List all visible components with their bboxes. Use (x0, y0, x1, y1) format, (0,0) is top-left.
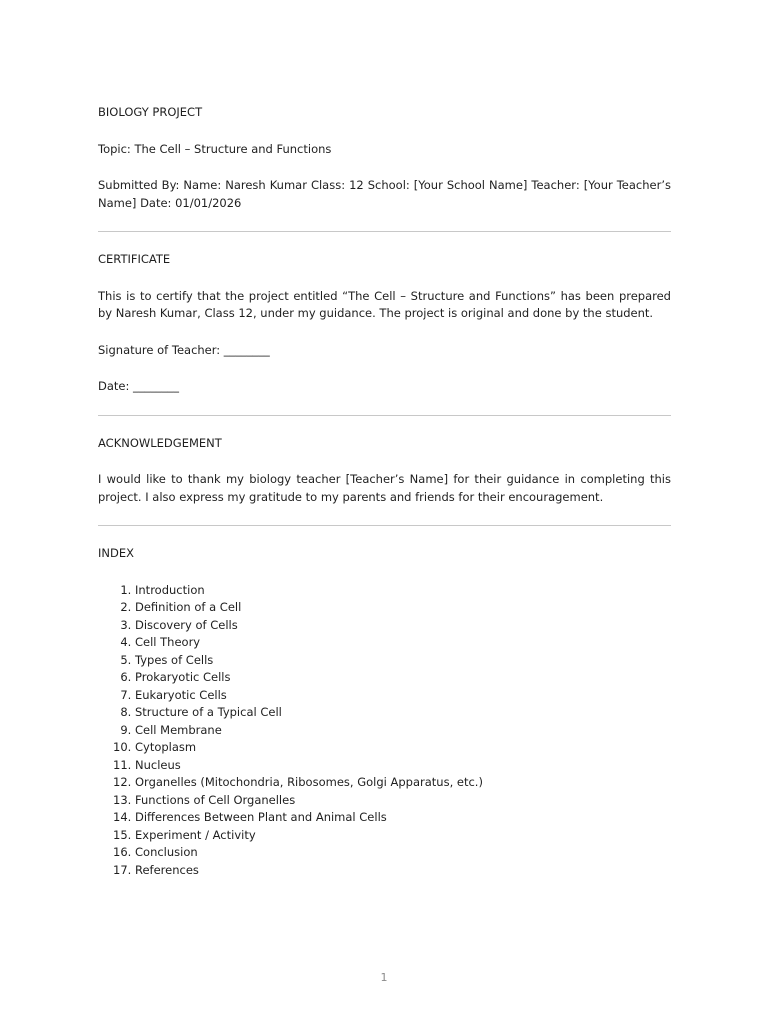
index-item: 4. Cell Theory (135, 634, 671, 652)
index-item: 15. Experiment / Activity (135, 827, 671, 845)
index-item: 5. Types of Cells (135, 652, 671, 670)
index-heading: INDEX (98, 546, 134, 560)
index-list (98, 582, 671, 880)
document-page (98, 104, 671, 879)
acknowledgement-body: I would like to thank my biology teacher [Teacher’s Name] for their guidance in completing this project. I also express my gratitude to my parents and friends for their encouragement. (98, 472, 671, 504)
index-item: 10. Cytoplasm (135, 739, 671, 757)
project-topic: Topic: The Cell – Structure and Functions (98, 141, 332, 156)
index-item: 17. References (135, 862, 671, 880)
page-number: 1 (380, 971, 388, 984)
index-item: 2. Definition of a Cell (135, 599, 671, 617)
certificate-heading: CERTIFICATE (98, 252, 171, 266)
submitted-by: Submitted By: Name: Naresh Kumar Class: 12 School: [Your School Name] Teacher: [Your Teacher’s Name] Date: 01/01/2026 (98, 178, 671, 210)
project-title: BIOLOGY PROJECT (98, 105, 203, 119)
index-item: 13. Functions of Cell Organelles (135, 792, 671, 810)
index-item: 11. Nucleus (135, 757, 671, 775)
acknowledgement-heading: ACKNOWLEDGEMENT (98, 435, 222, 450)
index-item: 16. Conclusion (135, 844, 671, 862)
index-item: 9. Cell Membrane (135, 722, 671, 740)
index-item: 7. Eukaryotic Cells (135, 687, 671, 705)
index-item: 12. Organelles (Mitochondria, Ribosomes, Golgi Apparatus, etc.) (135, 774, 671, 792)
certificate-body: This is to certify that the project entitled “The Cell – Structure and Functions” has been prepared by Naresh Kumar, Class 12, under my guidance. The project is original and done by the student. (98, 288, 671, 320)
section-divider (98, 231, 671, 232)
teacher-signature-line: Signature of Teacher: ________ (98, 342, 270, 357)
index-item: 3. Discovery of Cells (135, 617, 671, 635)
index-item: 6. Prokaryotic Cells (135, 669, 671, 687)
index-item: 1. Introduction (135, 582, 671, 600)
section-divider (98, 415, 671, 416)
certificate-date-line: Date: ________ (98, 379, 180, 393)
section-divider (98, 525, 671, 526)
index-item: 8. Structure of a Typical Cell (135, 704, 671, 722)
index-item: 14. Differences Between Plant and Animal Cells (135, 809, 671, 827)
